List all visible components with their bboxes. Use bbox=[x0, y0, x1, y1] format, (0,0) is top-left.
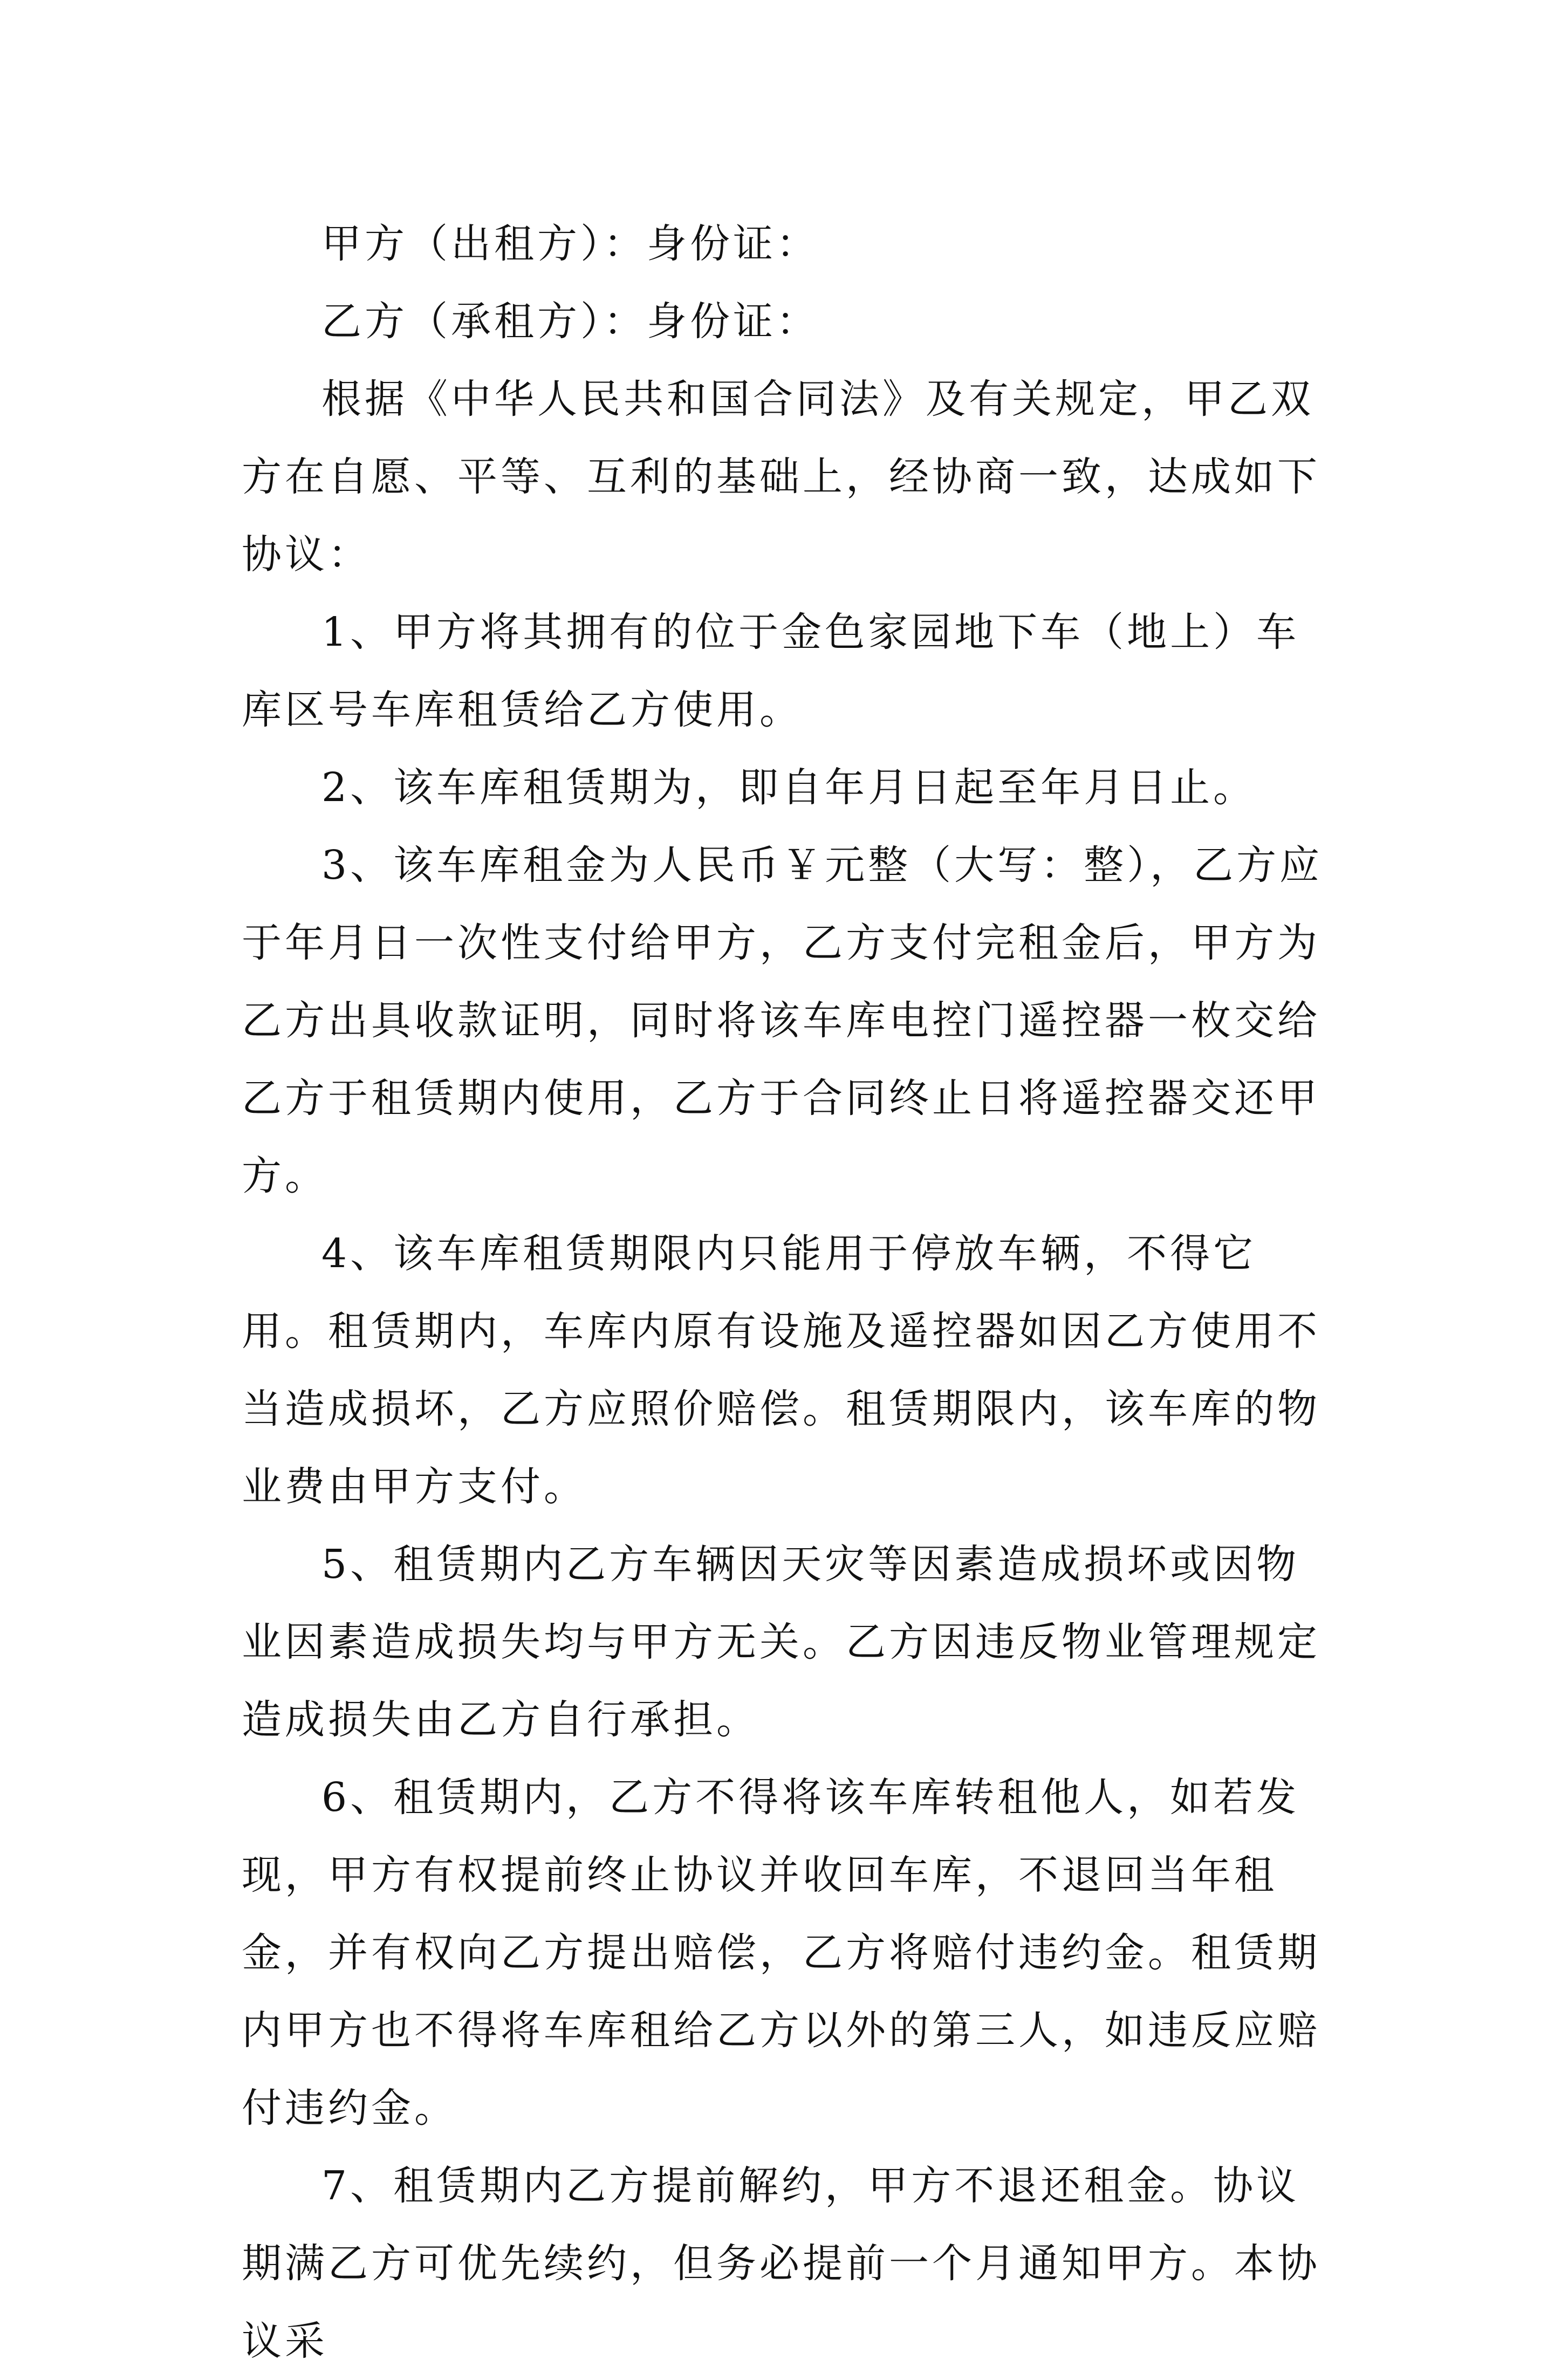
clause-5: 5、租赁期内乙方车辆因天灾等因素造成损坏或因物业因素造成损失均与甲方无关。乙方因违反物业管理规定造成损失由乙方自行承担。 bbox=[242, 1541, 1320, 1743]
clause-4: 4、该车库租赁期限内只能用于停放车辆，不得它用。租赁期内，车库内原有设施及遥控器如因乙方使用不当造成损坏，乙方应照价赔偿。租赁期限内，该车库的物业费由甲方支付。 bbox=[242, 1230, 1320, 1510]
clause-6: 6、租赁期内，乙方不得将该车库转租他人，如若发现，甲方有权提前终止协议并收回车库，不退回当年租金，并有权向乙方提出赔偿，乙方将赔付违约金。租赁期内甲方也不得将车库租给乙方以外的第三人，如违反应赔付违约金。 bbox=[242, 1774, 1320, 2131]
document-body bbox=[242, 205, 1326, 2380]
clause-3: 3、该车库租金为人民币￥元整（大写：整），乙方应于年月日一次性支付给甲方，乙方支付完租金后，甲方为乙方出具收款证明，同时将该车库电控门遥控器一枚交给乙方于租赁期内使用，乙方于合同终止日将遥控器交还甲方。 bbox=[242, 842, 1323, 1199]
clause-7: 7、租赁期内乙方提前解约，甲方不退还租金。协议期满乙方可优先续约，但务必提前一个月通知甲方。本协议采 bbox=[242, 2163, 1320, 2364]
party-a-line: 甲方（出租方）：身份证： bbox=[321, 221, 819, 267]
preamble-paragraph: 根据《中华人民共和国合同法》及有关规定，甲乙双方在自愿、平等、互利的基础上，经协商一致，达成如下协议： bbox=[242, 376, 1320, 578]
party-b-line: 乙方（承租方）：身份证： bbox=[321, 298, 819, 345]
clause-2: 2、该车库租赁期为，即自年月日起至年月日止。 bbox=[321, 764, 1257, 811]
clause-1: 1、甲方将其拥有的位于金色家园地下车（地上）车库区号车库租赁给乙方使用。 bbox=[242, 609, 1300, 733]
